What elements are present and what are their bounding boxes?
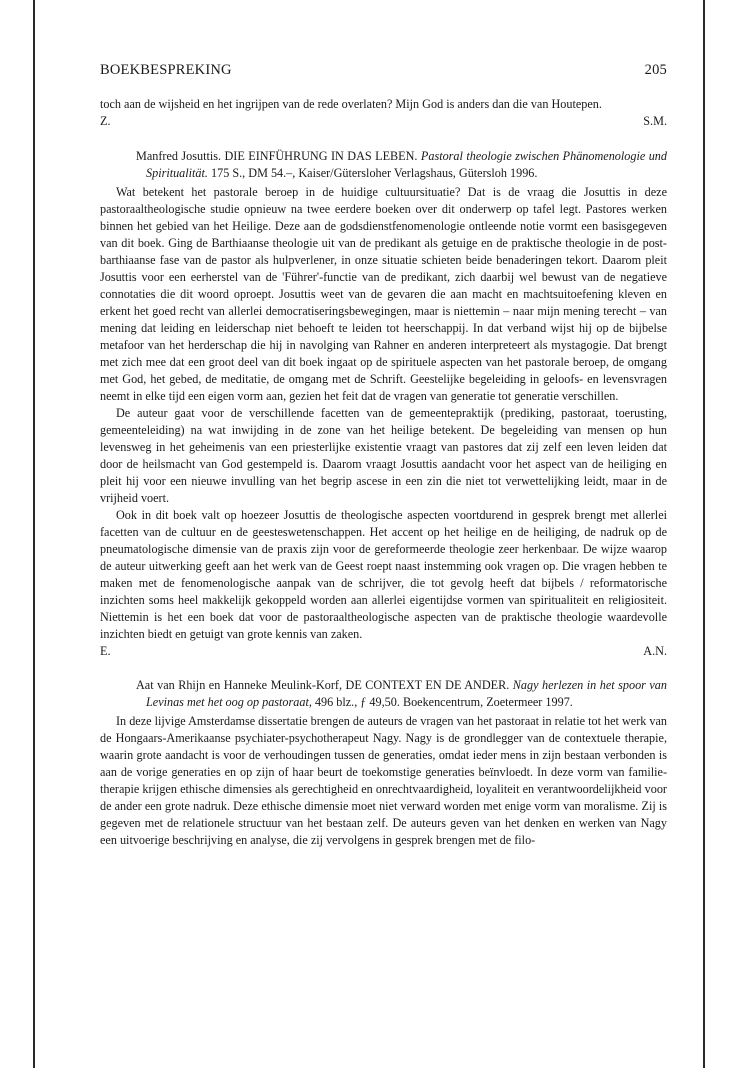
- review1-paragraph-3: Ook in dit boek valt op hoezeer Josuttis de theologische aspecten voortdurend in gesprek brengt met allerlei facetten van de cultuur en de geesteswetenschappen. Het accent op het heilige en de heiliging, de nadruk op de pneumatologische dimensie van de praxis zijn voor de gereformeerde theologie zeer herkenbaar. De wijze waarop de auteur uitwerking geeft aan het werk van de Geest roept naast instemming ook vragen op. Die vragen hebben te maken met de fenomenologische aanpak van de schrijver, die tot gevolg heeft dat bijbels / reformatorische inzichten soms heel makkelijk gekoppeld worden aan allerlei eigentijdse vormen van spiritualiteit en religiositeit. Niettemin is het een boek dat voor de pastoraaltheologische aspecten van de praktische theologie waardevolle inzichten biedt en getuigt van grote kennis van zaken.: [100, 508, 667, 641]
- review2-bib-author-title: Aat van Rhijn en Hanneke Meulink-Korf, DE CONTEXT EN DE ANDER.: [136, 678, 513, 692]
- review2-paragraph-1: In deze lijvige Amsterdamse dissertatie brengen de auteurs de vragen van het pastoraat in relatie tot het werk van de Hongaars-Amerikaanse psychiater-psychotherapeut Nagy. Nagy is de grondlegger van de contextuele therapie, waarin grote aandacht is voor de verhoudingen tussen de generaties, omdat ieder mens in zijn bestaan verbonden is aan de vorige generaties en op zijn of haar beurt de toekomstige generaties beïnvloedt. In deze vorm van familie-therapie krijgen ethische dimensies als gerechtigheid en onrechtvaardigheid, loyaliteit en verantwoordelijkheid voor de ander een grote nadruk. Deze ethische dimensie moet niet verward worden met enige vorm van moralisme. Zij is gegeven met de relationele structuur van het bestaan zelf. De auteurs geven van het denken en werken van Nagy een uitvoerige beschrijving en analyse, die zij vervolgens in gesprek brengen met de filo-: [100, 714, 667, 847]
- page-number: 205: [644, 62, 667, 78]
- scan-edge-right: [703, 0, 705, 1068]
- scan-edge-left: [33, 0, 35, 1068]
- review1-signature: [100, 643, 667, 660]
- review1-sign-left: E.: [100, 644, 111, 658]
- review2-bibliography: [136, 677, 667, 711]
- page: [100, 62, 667, 849]
- review1-paragraph-2: De auteur gaat voor de verschillende facetten van de gemeentepraktijk (prediking, pastoraat, toerusting, gemeenteleiding) na wat inwijding in de zone van het heilige betekent. De begeleiding van mensen op hun levensweg in het geheimenis van een priesterlijke existentie vraagt van pastores dat zij zelf een leven leiden dat door de heilsmacht van God gestempeld is. Daarom vraagt Josuttis aandacht voor het aspect van de heiliging en pleit hij voor een nieuwe invulling van het begrip ascese in een zin die niet tot verwettelijking leidt, maar in de vrijheid voert.: [100, 406, 667, 505]
- review1-bib-publication: 175 S., DM 54.–, Kaiser/Gütersloher Verlagshaus, Gütersloh 1996.: [207, 166, 538, 180]
- intro-paragraph: toch aan de wijsheid en het ingrijpen van de rede overlaten? Mijn God is anders dan die van Houtepen.: [100, 97, 602, 111]
- review1-paragraph-1: Wat betekent het pastorale beroep in de huidige cultuursituatie? Dat is de vraag die Josuttis in deze pastoraaltheologische studie opnieuw na twee eerdere boeken over dit onderwerp op tafel legt. Pastores werken binnen het gebied van het Heilige. Deze aan de godsdienstfenomenologie ontleende notie vormt een basisgegeven van dit boek. Ging de Barthiaanse theologie uit van de predikant als getuige en de praktische theologie in de post-barthiaanse fase van de pastor als hulpverlener, in onze situatie schieten beide benaderingen tekort. Daarom pleit Josuttis voor een eerherstel van de 'Führer'-functie van de predikant, zich daarbij wel bewust van de negatieve connotaties die dit woord oproept. Josuttis weet van de gevaren die aan macht en machtsuitoefening kleven en erkent het goed recht van allerlei democratiseringsbewegingen, maar is niettemin – naar mijn mening terecht – van mening dat leiding en leiderschap niet behoeft te leiden tot heerschappij. In dat verband wijst hij op de bijbelse metafoor van het herderschap die hij in navolging van Rahner en anderen interpreteert als mystagogie. Dat brengt met zich mee dat een groot deel van dit boek ingaat op de spirituele aspecten van het pastorale beroep, de omgang met God, het gebed, de meditatie, de omgang met de Schrift. Geestelijke begeleiding in geloofs- en levensvragen neemt in elke tijd een eigen vorm aan, gezien het feit dat de vragen van generatie tot generatie verschillen.: [100, 185, 667, 403]
- running-head-title: BOEKBESPREKING: [100, 62, 232, 78]
- review2-bib-publication: 496 blz., ƒ 49,50. Boekencentrum, Zoetermeer 1997.: [311, 695, 573, 709]
- review2-bib-subtitle: Nagy herlezen in het spoor van Levinas met het oog op pastoraat,: [146, 678, 667, 709]
- intro-signature: [100, 113, 667, 130]
- review1-bib-subtitle: Pastoral theologie zwischen Phänomenologie und Spiritualität.: [146, 149, 667, 180]
- intro-sign-right: S.M.: [643, 114, 667, 128]
- review1-bibliography: [136, 148, 667, 182]
- intro-sign-left: Z.: [100, 114, 111, 128]
- running-head: [100, 62, 667, 79]
- review1-bib-author-title: Manfred Josuttis. DIE EINFÜHRUNG IN DAS LEBEN.: [136, 149, 421, 163]
- review1-sign-right: A.N.: [643, 644, 667, 658]
